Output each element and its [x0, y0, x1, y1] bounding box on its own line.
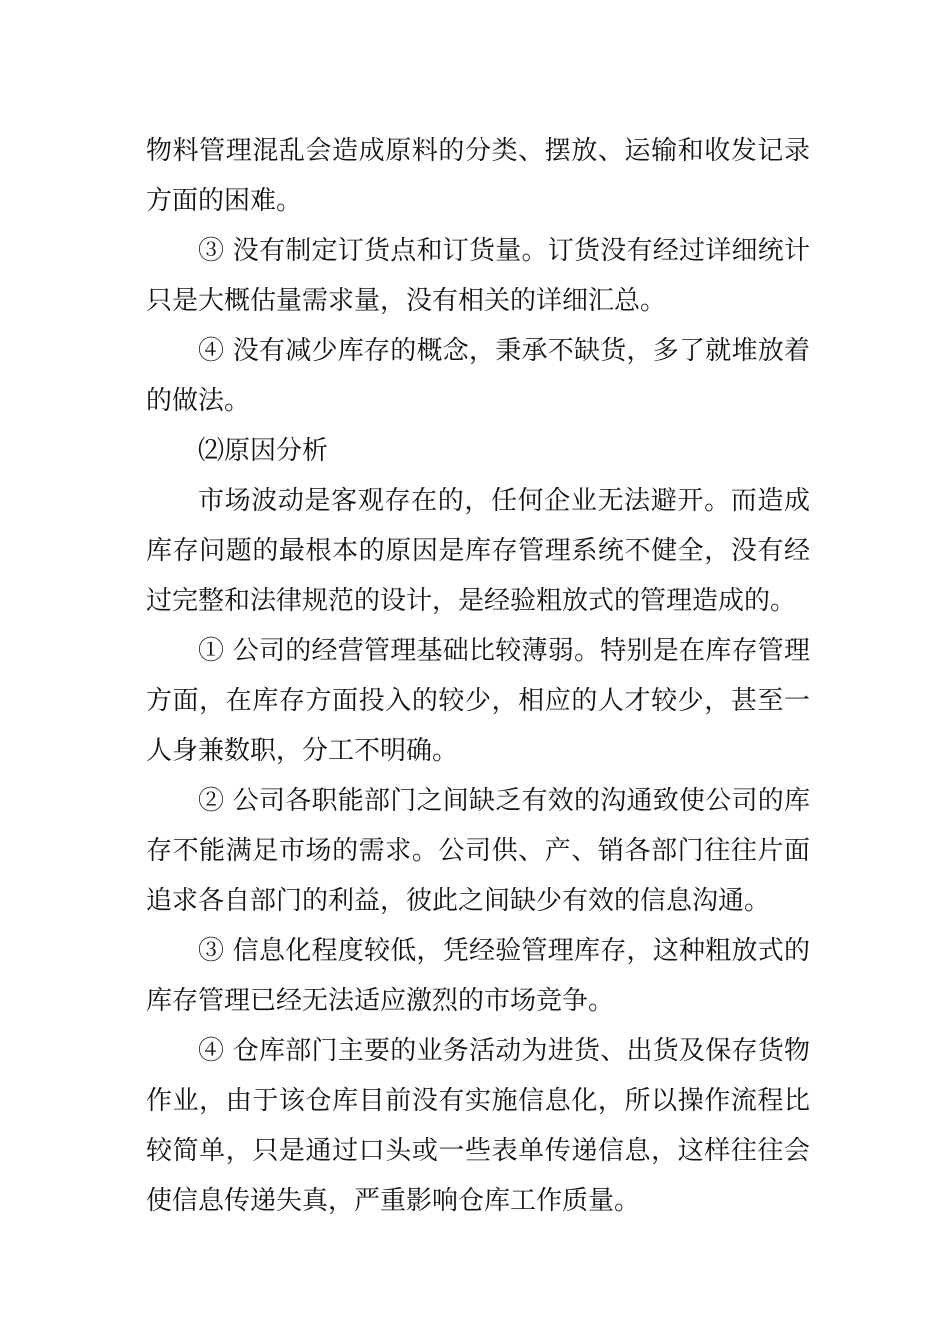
paragraph-low-informatization: ③ 信息化程度较低，凭经验管理库存，这种粗放式的库存管理已经无法适应激烈的市场竞争。: [146, 936, 810, 1016]
paragraph-market-fluctuation: 市场波动是客观存在的，任何企业无法避开。而造成库存问题的最根本的原因是库存管理系统不健全，没有经过完整和法律规范的设计，是经验粗放式的管理造成的。: [146, 486, 810, 616]
section-heading-cause-analysis: ⑵原因分析: [198, 436, 329, 466]
paragraph-no-inventory-reduction: ④ 没有减少库存的概念，秉承不缺货，多了就堆放着的做法。: [146, 336, 810, 416]
paragraph-continuation: 物料管理混乱会造成原料的分类、摆放、运输和收发记录方面的困难。: [146, 136, 810, 216]
document-body: [146, 126, 810, 1226]
paragraph-no-reorder-point: ③ 没有制定订货点和订货量。订货没有经过详细统计只是大概估量需求量，没有相关的详细汇总。: [146, 236, 810, 316]
paragraph-weak-management-foundation: ① 公司的经营管理基础比较薄弱。特别是在库存管理方面，在库存方面投入的较少，相应的人才较少，甚至一人身兼数职，分工不明确。: [146, 636, 810, 766]
paragraph-warehouse-operations: ④ 仓库部门主要的业务活动为进货、出货及保存货物作业，由于该仓库目前没有实施信息化，所以操作流程比较简单，只是通过口头或一些表单传递信息，这样往往会使信息传递失真，严重影响仓库工作质量。: [146, 1036, 810, 1216]
paragraph-lack-of-communication: ② 公司各职能部门之间缺乏有效的沟通致使公司的库存不能满足市场的需求。公司供、产、销各部门往往片面追求各自部门的利益，彼此之间缺少有效的信息沟通。: [146, 786, 810, 916]
